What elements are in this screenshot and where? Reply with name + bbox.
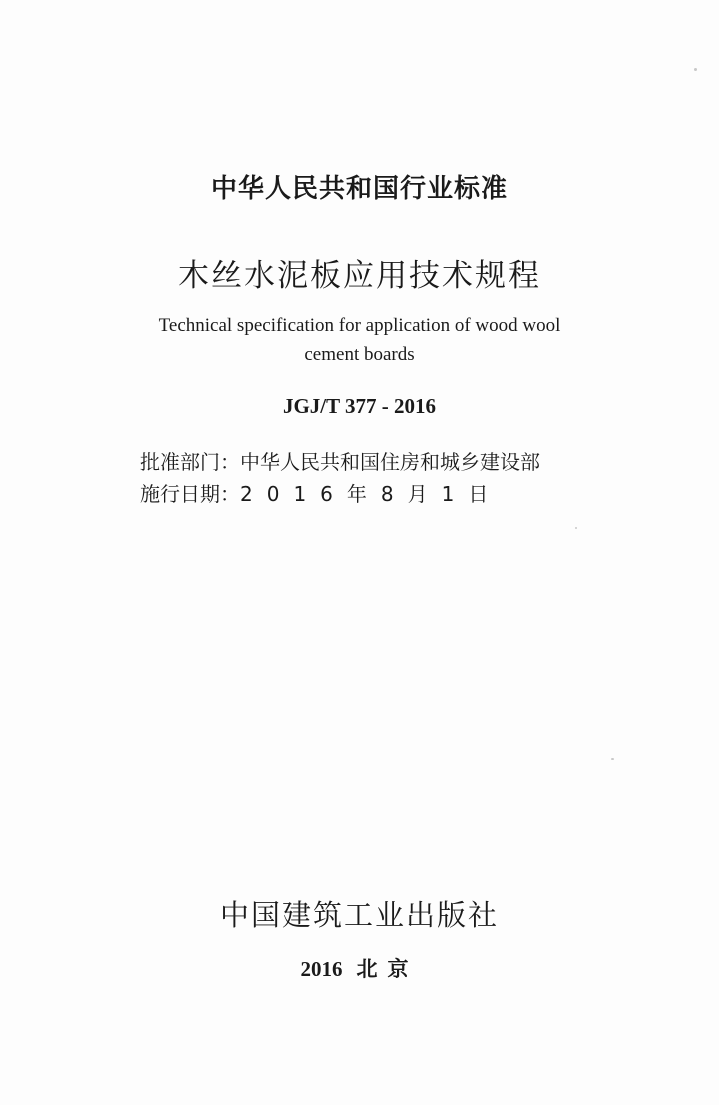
publisher-name: 中国建筑工业出版社 bbox=[219, 898, 499, 932]
publication-line bbox=[0, 953, 719, 983]
approval-label: 批准部门： bbox=[140, 450, 240, 474]
chinese-title: 木丝水泥板应用技术规程 bbox=[178, 258, 541, 294]
approval-value: 中华人民共和国住房和城乡建设部 bbox=[240, 450, 540, 474]
scan-speck bbox=[694, 68, 697, 71]
scan-speck bbox=[575, 527, 577, 529]
standard-code: JGJ/T 377 - 2016 bbox=[282, 394, 437, 418]
approval-department bbox=[140, 446, 540, 475]
standard-category: 中华人民共和国行业标准 bbox=[210, 174, 508, 204]
publication-city: 北京 bbox=[356, 957, 419, 981]
publication-year: 2016 bbox=[300, 957, 343, 981]
scan-speck bbox=[611, 758, 614, 760]
english-title-line-2: cement boards bbox=[304, 344, 415, 365]
effective-date-label: 施行日期： bbox=[140, 482, 240, 506]
effective-date bbox=[140, 478, 502, 507]
english-title-line-1: Technical specification for application of wood wool bbox=[158, 315, 561, 336]
effective-date-value: 2016年8月1日 bbox=[240, 482, 503, 506]
